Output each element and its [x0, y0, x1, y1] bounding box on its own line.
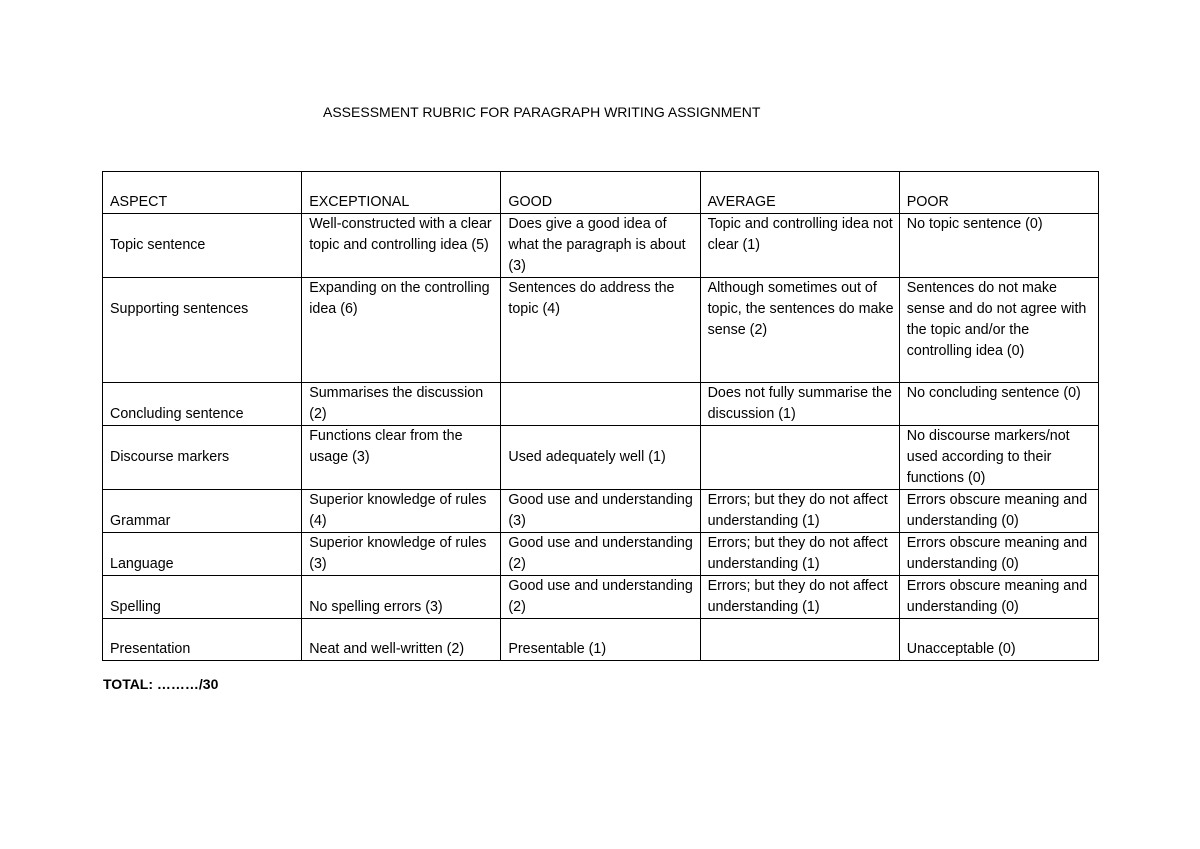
exceptional-cell: No spelling errors (3) — [302, 576, 501, 619]
aspect-cell: Discourse markers — [103, 426, 302, 490]
aspect-cell: Topic sentence — [103, 214, 302, 278]
poor-cell: Errors obscure meaning and understanding (0) — [899, 576, 1098, 619]
average-cell: Errors; but they do not affect understanding (1) — [700, 490, 899, 533]
average-cell: Does not fully summarise the discussion (1) — [700, 383, 899, 426]
table-row — [103, 533, 1099, 576]
average-cell — [700, 619, 899, 661]
poor-cell: Unacceptable (0) — [899, 619, 1098, 661]
poor-cell: No topic sentence (0) — [899, 214, 1098, 278]
good-cell: Good use and understanding (2) — [501, 576, 700, 619]
aspect-cell: Presentation — [103, 619, 302, 661]
aspect-cell: Supporting sentences — [103, 278, 302, 383]
aspect-cell: Grammar — [103, 490, 302, 533]
header-cell-good: GOOD — [501, 172, 700, 214]
table-row — [103, 490, 1099, 533]
table-row — [103, 214, 1099, 278]
exceptional-cell: Expanding on the controlling idea (6) — [302, 278, 501, 383]
exceptional-cell: Summarises the discussion (2) — [302, 383, 501, 426]
good-cell — [501, 383, 700, 426]
header-cell-poor: POOR — [899, 172, 1098, 214]
table-row — [103, 426, 1099, 490]
table-row — [103, 383, 1099, 426]
table-row — [103, 576, 1099, 619]
average-cell: Topic and controlling idea not clear (1) — [700, 214, 899, 278]
document-title: ASSESSMENT RUBRIC FOR PARAGRAPH WRITING ASSIGNMENT — [323, 104, 761, 120]
table-row — [103, 278, 1099, 383]
average-cell: Errors; but they do not affect understanding (1) — [700, 576, 899, 619]
poor-cell: No discourse markers/not used according to their functions (0) — [899, 426, 1098, 490]
good-cell: Used adequately well (1) — [501, 426, 700, 490]
average-cell: Although sometimes out of topic, the sentences do make sense (2) — [700, 278, 899, 383]
table-header-row — [103, 172, 1099, 214]
rubric-table — [102, 171, 1099, 661]
header-cell-exceptional: EXCEPTIONAL — [302, 172, 501, 214]
header-cell-aspect: ASPECT — [103, 172, 302, 214]
header-cell-average: AVERAGE — [700, 172, 899, 214]
average-cell — [700, 426, 899, 490]
exceptional-cell: Neat and well-written (2) — [302, 619, 501, 661]
exceptional-cell: Functions clear from the usage (3) — [302, 426, 501, 490]
poor-cell: Errors obscure meaning and understanding (0) — [899, 533, 1098, 576]
good-cell: Good use and understanding (3) — [501, 490, 700, 533]
aspect-cell: Concluding sentence — [103, 383, 302, 426]
good-cell: Does give a good idea of what the paragraph is about (3) — [501, 214, 700, 278]
good-cell: Good use and understanding (2) — [501, 533, 700, 576]
poor-cell: Sentences do not make sense and do not agree with the topic and/or the controlling idea (0) — [899, 278, 1098, 383]
average-cell: Errors; but they do not affect understanding (1) — [700, 533, 899, 576]
exceptional-cell: Superior knowledge of rules (4) — [302, 490, 501, 533]
exceptional-cell: Superior knowledge of rules (3) — [302, 533, 501, 576]
total-score-line: TOTAL: ………/30 — [103, 676, 219, 692]
poor-cell: Errors obscure meaning and understanding (0) — [899, 490, 1098, 533]
table-row — [103, 619, 1099, 661]
aspect-cell: Spelling — [103, 576, 302, 619]
good-cell: Sentences do address the topic (4) — [501, 278, 700, 383]
poor-cell: No concluding sentence (0) — [899, 383, 1098, 426]
good-cell: Presentable (1) — [501, 619, 700, 661]
exceptional-cell: Well-constructed with a clear topic and controlling idea (5) — [302, 214, 501, 278]
aspect-cell: Language — [103, 533, 302, 576]
